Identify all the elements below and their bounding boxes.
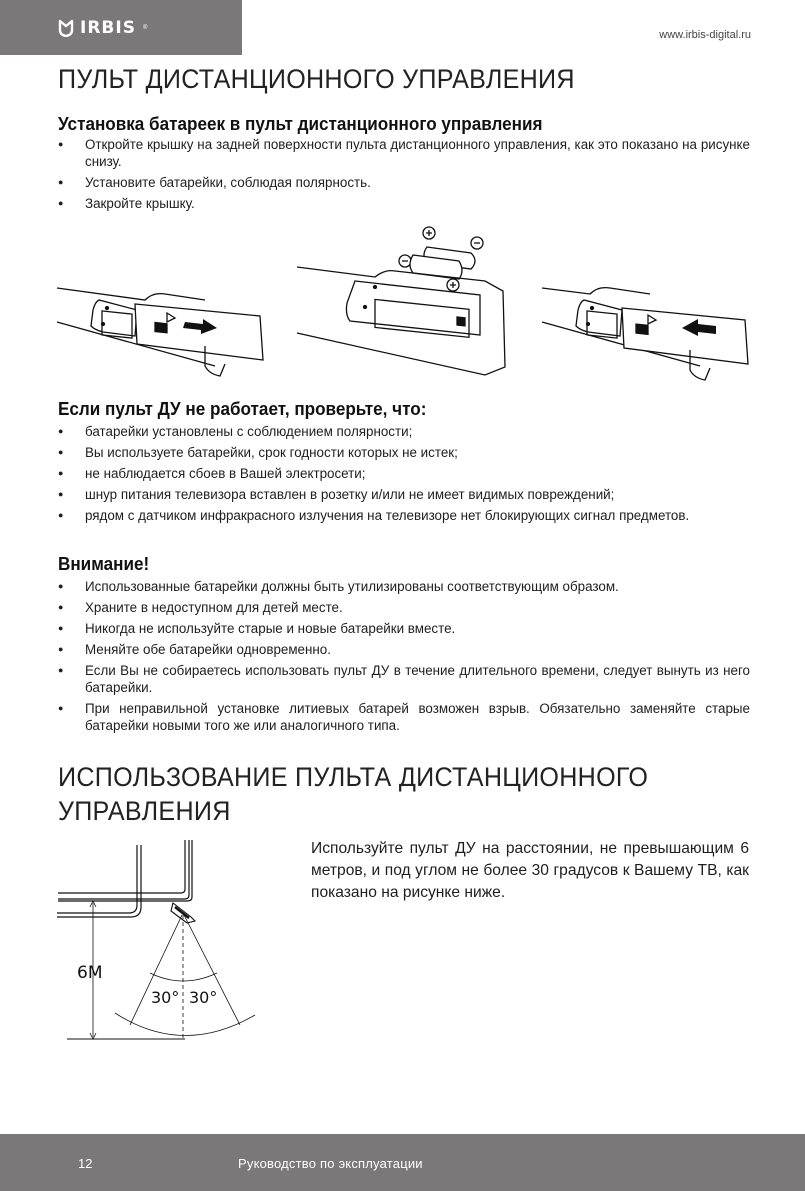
list-item: ● батарейки установлены с соблюдением полярности; (58, 423, 750, 440)
distance-label: 6M (77, 963, 103, 983)
section-title-remote: ПУЛЬТ ДИСТАНЦИОННОГО УПРАВЛЕНИЯ (58, 64, 575, 94)
list-item: ● рядом с датчиком инфракрасного излучения на телевизоре нет блокирующих сигнал предметов. (58, 507, 750, 524)
figure-close-cover (540, 270, 755, 385)
footer-band (0, 1134, 805, 1191)
list-item: ● Храните в недоступном для детей месте. (58, 599, 750, 616)
list-item: ● Если Вы не собираетесь использовать пульт ДУ в течение длительного времени, следует вынуть из него батарейки. (58, 662, 750, 696)
registered-mark: ® (142, 25, 148, 31)
list-item: ● не наблюдается сбоев в Вашей электросети; (58, 465, 750, 482)
figure-open-cover (55, 270, 270, 385)
list-item: ● При неправильной установке литиевых батарей возможен взрыв. Обязательно заменяйте старые батарейки новыми того же или аналогичного типа. (58, 700, 750, 734)
list-item: ● Вы используете батарейки, срок годности которых не истек; (58, 444, 750, 461)
website-url: www.irbis-digital.ru (659, 29, 751, 41)
remote-icon (171, 903, 195, 923)
angle-left-label: 30° (151, 988, 180, 1007)
section-title-usage-line1: ИСПОЛЬЗОВАНИЕ ПУЛЬТА ДИСТАНЦИОННОГО (58, 762, 649, 792)
warning-list (58, 578, 750, 738)
list-item: ● Закройте крышку. (58, 195, 750, 212)
tv-corner-icon (57, 840, 192, 917)
battery-install-list (58, 136, 750, 216)
list-item: ● Откройте крышку на задней поверхности пульта дистанционного управления, как это показано на рисунке снизу. (58, 136, 750, 170)
figure-remote-range-diagram (55, 835, 265, 1045)
section-title-usage-line2: УПРАВЛЕНИЯ (58, 796, 231, 826)
figure-insert-batteries (295, 225, 510, 385)
list-item: ● шнур питания телевизора вставлен в розетку и/или не имеет видимых повреждений; (58, 486, 750, 503)
brand-logo (58, 18, 147, 38)
brand-name: IRBIS (80, 18, 136, 38)
usage-paragraph: Используйте пульт ДУ на расстоянии, не превышающим 6 метров, и под углом не более 30 градусов к Вашему ТВ, как показано на рисунке ниже. (311, 840, 749, 901)
page-number: 12 (78, 1156, 93, 1171)
header-logo-band (0, 0, 242, 55)
irbis-shield-icon (58, 19, 74, 37)
list-item: ● Установите батарейки, соблюдая полярность. (58, 174, 750, 191)
heading-warning: Внимание! (58, 554, 150, 574)
angle-right-label: 30° (189, 988, 218, 1007)
list-item: ● Меняйте обе батарейки одновременно. (58, 641, 750, 658)
footer-title: Руководство по эксплуатации (238, 1156, 423, 1171)
batteries-icon (399, 227, 483, 291)
troubleshoot-list (58, 423, 750, 528)
list-item: ● Использованные батарейки должны быть утилизированы соответствующим образом. (58, 578, 750, 595)
heading-troubleshoot: Если пульт ДУ не работает, проверьте, что: (58, 399, 427, 419)
heading-battery-install: Установка батареек в пульт дистанционного управления (58, 114, 543, 134)
list-item: ● Никогда не используйте старые и новые батарейки вместе. (58, 620, 750, 637)
